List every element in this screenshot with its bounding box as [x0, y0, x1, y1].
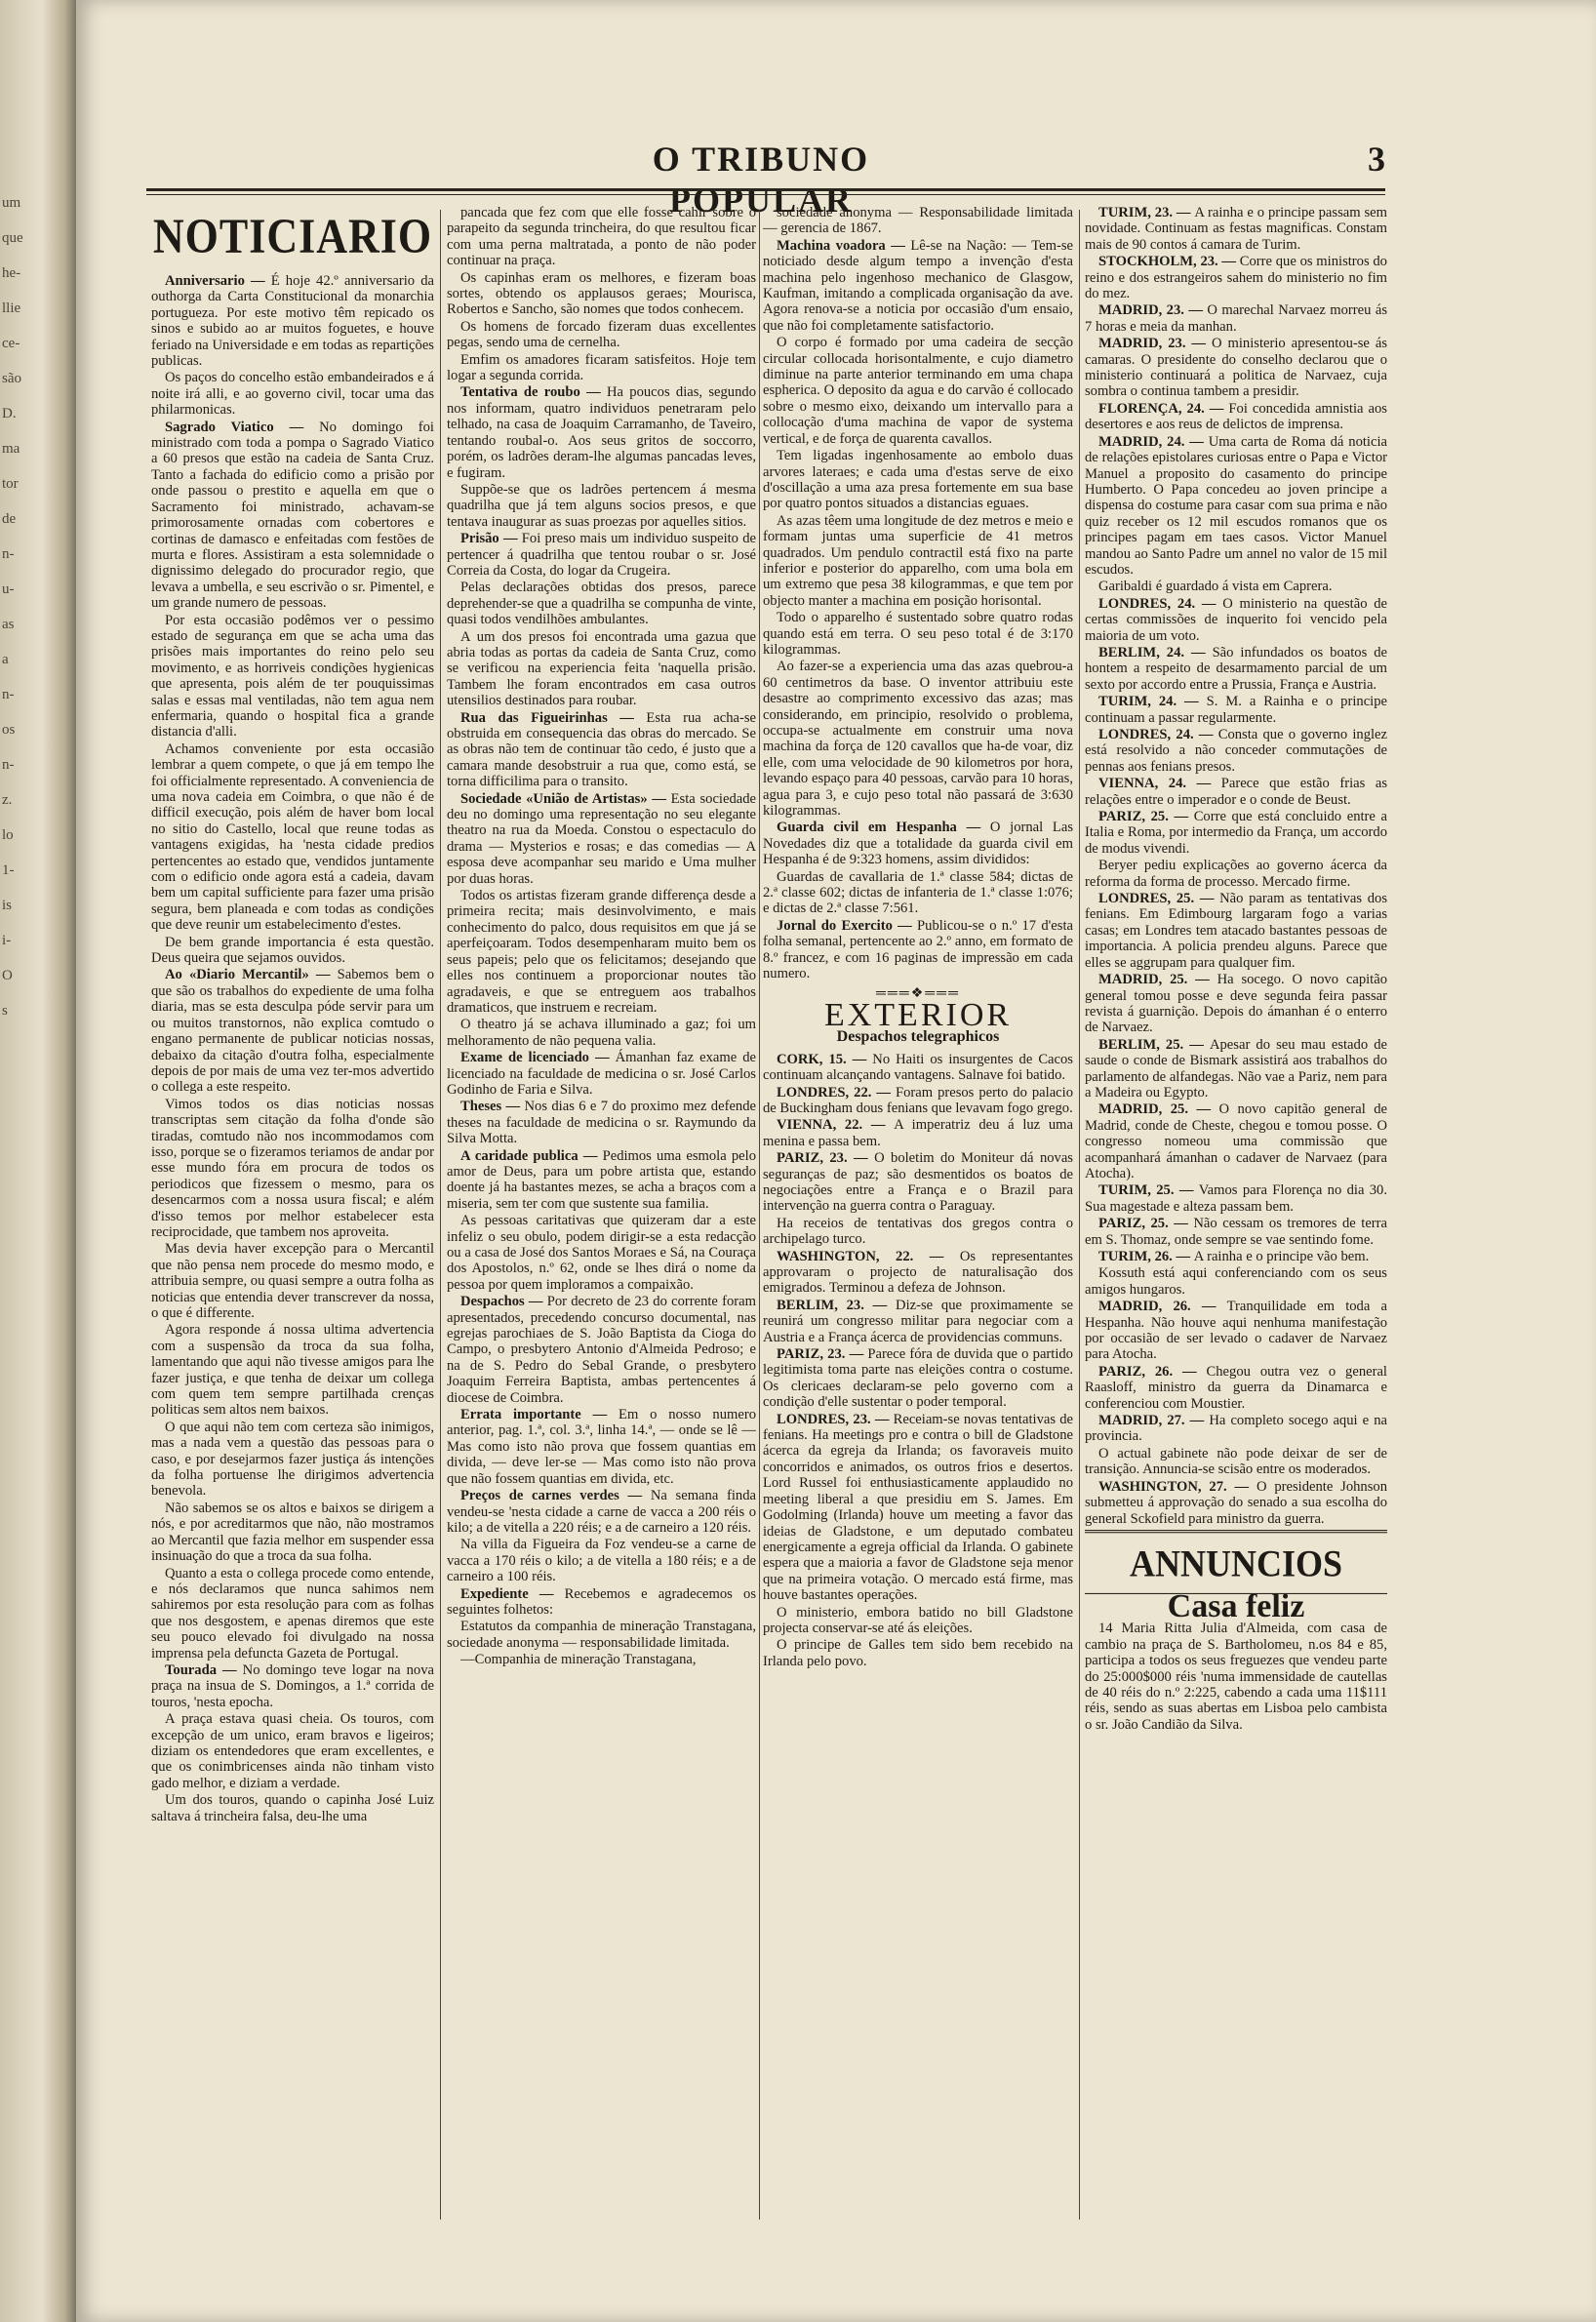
section-heading-exterior: EXTERIOR [823, 996, 1013, 1033]
articles-col3 [763, 205, 1073, 982]
spine-text-fragment: as [2, 617, 15, 632]
spine-text-fragment: um [2, 195, 21, 211]
telegram-item: LONDRES, 25. — Não param as tentativas dos fenians. Em Edimbourg largaram fogo a varias casas; em Londres tem atacado bastantes pessoas de importancia. A policia prendeu alguns. Parece que elles se aggrupam para qualquer fim. [1085, 891, 1387, 971]
spine-text-fragment: s [2, 1003, 8, 1019]
article-paragraph: Não sabemos se os altos e baixos se dirigem a nós, e por acreditarmos que não, não mostramos ao Mercantil que fazia melhor em suspender essa insinuação do que a troca da sua folha. [151, 1500, 434, 1565]
telegrams-list-cont [1085, 205, 1387, 1527]
article-paragraph: Errata importante — Em o nosso numero anterior, pag. 1.ª, col. 3.ª, linha 14.ª, — onde se lê — Mas como isto não prova que fossem quantias em divida, — deve ler-se — Mas como isto não prova que não fossem quantias em divida, etc. [447, 1407, 756, 1487]
telegram-item: Beryer pediu explicações ao governo ácerca da reforma da forma de processo. Mercado firme. [1085, 858, 1387, 890]
article-paragraph: Mas devia haver excepção para o Mercantil que não pensa nem procede do mesmo modo, e attribuia sempre, ou quasi sempre a outra folha as noticias que entendia dever transcrever da nossa, o que é differente. [151, 1241, 434, 1321]
article-paragraph: A um dos presos foi encontrada uma gazua que abria todas as portas da cadeia de Santa Cruz, como se verificou na experiencia feita 'naquella prisão. Tambem lhe foram encontrados em casa outros utensilios destinados para roubar. [447, 628, 756, 709]
article-paragraph: Suppõe-se que os ladrões pertencem á mesma quadrilha que já tem alguns socios presos, e que tentava inaugurar as suas proezas por aquelles sitios. [447, 481, 756, 530]
telegram-item: Garibaldi é guardado á vista em Caprera. [1098, 579, 1333, 595]
article-paragraph: Anniversario — É hoje 42.º anniversario da outhorga da Carta Constitucional da monarchia portugueza. Por este motivo têm repicado os sinos e subido ao ar muitos foguetes, e houve feriado na Universidade e em todas as repartições publicas. [151, 273, 434, 370]
article-paragraph: O corpo é formado por uma cadeira de secção circular collocada horisontalmente, e cujo diametro diminue na parte anterior terminando em uma chapa espherica. O deposito da agua e do carvão é collocado sobre o mesmo eixo, deixando um intervallo para a collocação d'uma machina de vapor de systema vertical, e de força de quarenta cavallos. [763, 335, 1073, 447]
telegram-item: PARIZ, 23. — O boletim do Moniteur dá novas seguranças de paz; são desmentidos os boatos de negociações entre a França e o Brazil para intervenção na guerra contra o Paraguay. [763, 1150, 1073, 1215]
telegram-item: TURIM, 24. — S. M. a Rainha e o principe continuam a passar regularmente. [1085, 694, 1387, 726]
spine-text-fragment: z. [2, 792, 13, 808]
spine-text-fragment: u- [2, 581, 15, 597]
telegram-item: BERLIM, 25. — Apesar do seu mau estado de saude o conde de Bismark assistirá aos trabalhos do parlamento de alfandegas. Não vae a Pariz, nem para a Madeira ou Egypto. [1085, 1036, 1387, 1101]
spine-text-fragment: ce- [2, 336, 20, 351]
article-paragraph: Ao «Diario Mercantil» — Sabemos bem o que são os trabalhos do expediente de uma folha diaria, mas se esta desculpa póde servir para um ou muitos transtornos, não explica comtudo o engano permanente de publicar noticias nossas, debaixo da citação d'outra folha, especialmente depois de por mais de uma vez ter-mos advertido o collega a este respeito. [151, 967, 434, 1096]
column-2 [447, 205, 756, 2224]
spine-text-fragment: de [2, 511, 17, 527]
article-paragraph: Por esta occasião podêmos ver o pessimo estado de segurança em que se acha uma das prisões mais importantes do reino pelo seu movimento, e as horriveis condições hygienicas que apresenta, pois além de ter pouquissimas salas e essas mal ventiladas, não tem agua nem enfermaria, quando o hospital fica a grande distancia d'alli. [151, 612, 434, 741]
spine-text-fragment: n- [2, 757, 15, 773]
telegram-item: LONDRES, 24. — Consta que o governo inglez está resolvido a não conceder commutações de pennas aos fenians presos. [1085, 727, 1387, 775]
article-paragraph: Os paços do concelho estão embandeirados e á noite irá alli, e ao governo civil, tocar uma das philarmonicas. [151, 370, 434, 419]
telegram-item: MADRID, 23. — O marechal Narvaez morreu ás 7 horas e meia da manhan. [1085, 302, 1387, 335]
column-3 [763, 205, 1073, 2224]
section-heading-annuncios: ANNUNCIOS [1085, 1530, 1387, 1594]
telegram-item: LONDRES, 24. — O ministerio na questão de certas commissões de inquerito foi vencido pela maioria de um voto. [1085, 595, 1387, 644]
telegram-item: WASHINGTON, 22. — Os representantes approvaram o projecto de naturalisação dos emigrados. Terminou a defeza de Johnson. [763, 1248, 1073, 1297]
article-paragraph: A praça estava quasi cheia. Os touros, com excepção de um unico, eram bravos e ligeiros; diziam os entendedores que eram excellentes, e que os conimbricenses ainda não tinham visto gado melhor, e diziam a verdade. [151, 1711, 434, 1791]
spine-text-fragment: n- [2, 687, 15, 702]
telegram-item: PARIZ, 26. — Chegou outra vez o general Raasloff, ministro da guerra da Dinamarca e conferenciou com Moustier. [1085, 1363, 1387, 1412]
article-paragraph: Vimos todos os dias noticias nossas transcriptas sem citação da folha d'onde são tiradas, comtudo não nos incommodamos com isso, porque se o fizeramos teriamos de andar por esse mundo fóra em procura de todos os periodicos que fizessem o mesmo, para os desencarmos com a nossa usura fiscal; e além d'isso temos por melhor estabelecer esta reciprocidade, que tambem nos aproveita. [151, 1096, 434, 1240]
spine-text-fragment: D. [2, 406, 17, 421]
article-paragraph: Rua das Figueirinhas — Esta rua acha-se obstruida em consequencia das obras do mercado. Se as obras não tem de continuar tão cedo, é justo que a camara mande desobstruir a rua que, como está, se torna difficilima para o transito. [447, 709, 756, 790]
telegram-item: Kossuth está aqui conferenciando com os seus amigos hungaros. [1085, 1265, 1387, 1298]
spine-text-fragment: n- [2, 546, 15, 562]
article-paragraph: A caridade publica — Pedimos uma esmola pelo amor de Deus, para um pobre artista que, estando doente já ha bastantes mezes, se acha a braços com a miseria, sem ter com que sustente sua familia. [447, 1147, 756, 1212]
telegram-item: BERLIM, 24. — São infundados os boatos de hontem a respeito de desarmamento parcial de um sexto por accordo entre a Prussia, França e Austria. [1085, 644, 1387, 693]
ad-title: Casa feliz [1167, 1587, 1305, 1624]
telegram-item: TURIM, 26. — A rainha e o principe vão bem. [1098, 1249, 1370, 1264]
spine-text-fragment: llie [2, 300, 21, 316]
article-paragraph: Prisão — Foi preso mais um individuo suspeito de pertencer á quadrilha que tentou roubar o sr. José Correia da Costa, do logar da Crugeira. [447, 531, 756, 579]
column-divider [440, 210, 441, 2220]
article-paragraph: pancada que fez com que elle fosse cahir sobre o parapeito da segunda trincheira, do que resultou ficar com uma perna maltratada, a ponto de não poder continuar na praça. [447, 205, 756, 269]
article-paragraph: Tem ligadas ingenhosamente ao embolo duas arvores lateraes; e cada uma d'estas serve de eixo d'oscillação a uma aza presa fortemente em sua base por quatro pontos situados a distancias eguaes. [763, 448, 1073, 512]
telegram-item: MADRID, 25. — O novo capitão general de Madrid, conde de Cheste, chegou e tomou posse. O congresso nomeou uma commissão que acompanhará ámanhan o cadaver de Narvaez (para Atocha). [1085, 1101, 1387, 1181]
telegram-item: MADRID, 27. — Ha completo socego aqui e na provincia. [1085, 1413, 1387, 1445]
article-paragraph: Todo o apparelho é sustentado sobre quatro rodas quando está em terra. O seu peso total é de 3:170 kilogrammas. [763, 610, 1073, 658]
ad-text: 14 Maria Ritta Julia d'Almeida, com casa de cambio na praça de S. Bartholomeu, n.os 84 e 85, participa a todos os seus freguezes que vendeu parte do 25:000$000 réis 'numa immensidade de cautellas de 40 réis do n.º 2:225, cabendo a cada uma 11$111 réis, sendo as suas abertas em Lisboa pelo cambista o sr. João Candião da Silva. [1085, 1621, 1387, 1733]
article-paragraph: Preços de carnes verdes — Na semana finda vendeu-se 'nesta cidade a carne de vacca a 200 réis o kilo; a de vitella a 220 réis; e a de carneiro a 120 réis. [447, 1488, 756, 1536]
spine-text-fragment: ma [2, 441, 20, 457]
telegram-item: FLORENÇA, 24. — Foi concedida amnistia aos desertores e aos reus de delictos de imprensa. [1085, 400, 1387, 433]
spine-text-fragment: 1- [2, 862, 15, 878]
telegram-item: TURIM, 23. — A rainha e o principe passam sem novidade. Continuam as festas magnificas. Constam mais de 90 contos á camara de Turim. [1085, 205, 1387, 253]
article-paragraph: Emfim os amadores ficaram satisfeitos. Hoje tem logar a segunda corrida. [447, 351, 756, 384]
spine-text-fragment: he- [2, 265, 21, 281]
masthead-rule-thin [146, 194, 1385, 195]
telegram-item: O ministerio, embora batido no bill Gladstone projecta conservar-se até ás eleições. [763, 1604, 1073, 1636]
telegram-item: BERLIM, 23. — Diz-se que proximamente se reunirá um congresso militar para negociar com a Austria e a França ácerca de providencias communs. [763, 1297, 1073, 1345]
article-paragraph: Pelas declarações obtidas dos presos, parece deprehender-se que a quadrilha se compunha de vinte, quasi todos vendilhões ambulantes. [447, 580, 756, 628]
article-paragraph: Um dos touros, quando o capinha José Luiz saltava á trincheira falsa, deu-lhe uma [151, 1792, 434, 1824]
article-paragraph: As pessoas caritativas que quizeram dar a este infeliz o seu obulo, podem dirigir-se a esta redacção ou a casa de José dos Santos Moraes e Sá, na Couraça dos Apostolos, n.º 62, onde se lhes dirá o nome da pessoa por quem imploramos a compaixão. [447, 1213, 756, 1293]
masthead-rule [146, 188, 1385, 191]
telegram-item: MADRID, 26. — Tranquilidade em toda a Hespanha. Não houve aqui nenhuma manifestação por occasião de ser levado o cadaver de Narvaez para Atocha. [1085, 1299, 1387, 1363]
telegram-item: MADRID, 24. — Uma carta de Roma dá noticia de relações epistolares curiosas entre o Papa e Victor Manuel a proposito do casamento do principe Humberto. O Papa concedeu ao joven principe a dispensa do costume para casar com sua prima e não quiz receber os 12 mil escudos romanos que os principes pagam em taes casos. Victor Manuel mandou ao Santo Padre um annel no valor de 15 mil escudos. [1085, 433, 1387, 578]
article-paragraph: As azas têem uma longitude de dez metros e meio e formam juntas uma superficie de 41 metros quadrados. Um pendulo contractil está fixo na parte inferior e posterior do apparelho, com uma bola em um extremo que pesa 38 kilogrammas, e que tem por objecto manter a machina em posição horisontal. [763, 512, 1073, 609]
article-paragraph: Guarda civil em Hespanha — O jornal Las Novedades diz que a totalidade da guarda civil em Hespanha é de 9:323 homens, assim divididos: [763, 820, 1073, 868]
article-paragraph: Jornal do Exercito — Publicou-se o n.º 17 d'esta folha semanal, pertencente ao 2.º anno, em formato de 8.º francez, e com 16 paginas de impressão em cada numero. [763, 917, 1073, 982]
telegram-item: TURIM, 25. — Vamos para Florença no dia 30. Sua magestade e alteza passam bem. [1085, 1182, 1387, 1215]
article-paragraph: —Companhia de mineração Transtagana, [460, 1652, 697, 1668]
article-paragraph: Guardas de cavallaria de 1.ª classe 584; dictas de 2.ª classe 602; dictas de infanteria de 1.ª classe 1:076; e dictas de 2.ª classe 7:561. [763, 868, 1073, 917]
article-paragraph: Exame de licenciado — Ámanhan faz exame de licenciado na faculdade de medicina o sr. José Carlos Godinho de Faria e Silva. [447, 1050, 756, 1098]
spine-text-fragment: a [2, 652, 9, 667]
article-paragraph: Achamos conveniente por esta occasião lembrar a quem compete, o que já em tempo lhe foi officialmente representado. A conveniencia de uma nova cadeia em Coimbra, o que não é de difficil execução, pois além de haver bom local no sitio do Castello, local que reune todas as vantagens exigidas, ha 'nesta cidade predios pertencentes ao estado que, vendidos juntamente com o edificio onde agora está a cadeia, davam bem um capital sufficiente para fazer uma prisão segura, bem planeada e com todas as condições que deve reunir um estabelecimento d'estes. [151, 741, 434, 934]
article-paragraph: Na villa da Figueira da Foz vendeu-se a carne de vacca a 170 réis o kilo; a de vitella a 180 réis; e a de carneiro a 100 réis. [447, 1537, 756, 1585]
telegram-item: CORK, 15. — No Haiti os insurgentes de Cacos continuam alcançando vantagens. Salnave foi batido. [763, 1051, 1073, 1084]
article-paragraph: De bem grande importancia é esta questão. Deus queira que sejamos ouvidos. [151, 934, 434, 967]
spine-text-fragment: O [2, 968, 13, 983]
article-paragraph: Todos os artistas fizeram grande differença desde a primeira recita; mais desinvolvimento, e mais conhecimento do palco, dous requisitos em que já se aperfeiçoaram. Todos desempenharam muito bem os seus papeis; pelo que os felicitamos; desejando que elles nos continuem a proporcionar noutes tão agradaveis, e que se entreguem aos trabalhos dramaticos, que instruem e recreiam. [447, 888, 756, 1016]
article-paragraph: Os capinhas eram os melhores, e fizeram boas sortes, obtendo os applausos geraes; Mourisca, Robertos e Sancho, são nomes que todos conhecem. [447, 269, 756, 318]
article-paragraph: Agora responde á nossa ultima advertencia com a suspensão da troca da sua folha, lamentando que aqui não tivesse amigos para lhe fazer justiça, e que tenha de deixar um collega com quem tem sempre partilhada crenças politicas sem altos nem baixos. [151, 1322, 434, 1419]
ornament-divider: ═══❖═══ [875, 985, 961, 1001]
telegram-item: O actual gabinete não pode deixar de ser de transição. Annuncia-se scisão entre os moderados. [1085, 1445, 1387, 1478]
article-paragraph: Theses — Nos dias 6 e 7 do proximo mez defende theses na faculdade de medicina o sr. Raymundo da Silva Motta. [447, 1099, 756, 1147]
subheading-telegrams: Despachos telegraphicos [836, 1028, 1000, 1046]
spine-text-fragment: i- [2, 933, 12, 948]
article-paragraph: O theatro já se achava illuminado a gaz; foi um melhoramento de não pequena valia. [447, 1017, 756, 1049]
article-paragraph: sociedade anonyma — Responsabilidade limitada — gerencia de 1867. [763, 205, 1073, 237]
telegram-item: MADRID, 25. — Ha socego. O novo capitão general tomou posse e deve segunda feira passar revista á guarnição. Depois do ámanhan é o enterro de Narvaez. [1085, 972, 1387, 1036]
article-paragraph: Ao fazer-se a experiencia uma das azas quebrou-a 60 centimetros da base. O inventor attribuiu este desastre ao comprimento excessivo das azas; mas considerando, em principio, resolvido o problema, occupa-se actualmente em construir uma nova machina da força de 120 cavallos que ha-de voar, diz elle, com uma velocidade de 90 kilometros por hora, levando espaço para 40 pessoas, carvão para 10 horas, agua para 3, e cujo peso total não passará de 3:630 kilogrammas. [763, 659, 1073, 820]
telegram-item: PARIZ, 23. — Parece fóra de duvida que o partido legitimista toma parte nas eleições contra o costume. Os clericaes declaram-se pelo governo com a condição d'elle sustentar o poder temporal. [763, 1346, 1073, 1411]
noticiario-articles-cont [447, 205, 756, 1668]
telegram-item: O principe de Galles tem sido bem recebido na Irlanda pelo povo. [763, 1637, 1073, 1669]
article-paragraph: Tourada — No domingo teve logar na nova praça na insua de S. Domingos, a 1.ª corrida de touros, 'nesta epocha. [151, 1661, 434, 1710]
telegram-item: STOCKHOLM, 23. — Corre que os ministros do reino e dos estrangeiros sahem do ministerio no fim do mez. [1085, 254, 1387, 302]
column-divider [759, 210, 760, 2220]
telegram-item: WASHINGTON, 27. — O presidente Johnson submetteu á approvação do senado a sua escolha do general Sckofield para ministro da guerra. [1085, 1478, 1387, 1527]
telegram-item: LONDRES, 22. — Foram presos perto do palacio de Buckingham dous fenians que levavam fogo grego. [763, 1084, 1073, 1116]
spine-text-fragment: is [2, 898, 13, 913]
column-4 [1085, 205, 1387, 2224]
article-paragraph: Tentativa de roubo — Ha poucos dias, segundo nos informam, quatro individuos penetraram pelo telhado, na casa de Joaquim Carramanho, de Taveiro, tentando roubal-o. Aos seus gritos de soccorro, porém, os ladrões deram-lhe algumas pancadas leves, e fugiram. [447, 384, 756, 481]
section-heading-noticiario: NOTICIARIO [152, 209, 433, 264]
telegram-item: MADRID, 23. — O ministerio apresentou-se ás camaras. O presidente do conselho declarou que o ministerio continuará a politica de Narvaez, cuja sombra o continua tambem a presidir. [1085, 336, 1387, 400]
telegram-item: Ha receios de tentativas dos gregos contra o archipelago turco. [763, 1215, 1073, 1248]
article-paragraph: Sagrado Viatico — No domingo foi ministrado com toda a pompa o Sagrado Viatico a 60 presos que estão na cadeia de Santa Cruz. Tanto a fachada do edificio como a prisão por onde passou o prestito e aquella em que o Sacramento foi ministrado, achavam-se primorosamente ornadas com cobertores e cortinas de damasco e enfeitadas com festões de murta e flores. Assistiram a esta solemnidade o dignissimo delegado do procurador regio, que levava a umbella, e seu escrivão o sr. Pimentel, e um grande numero de pessoas. [151, 419, 434, 612]
spine-text-fragment: que [2, 230, 23, 246]
telegram-item: VIENNA, 22. — A imperatriz deu á luz uma menina e passa bem. [763, 1117, 1073, 1149]
page-number: 3 [1368, 140, 1385, 179]
telegrams-list [763, 1052, 1073, 1669]
telegram-item: PARIZ, 25. — Não cessam os tremores de terra em S. Thomaz, onde sempre se vae sentindo fome. [1085, 1216, 1387, 1248]
article-paragraph: Quanto a esta o collega procede como entende, e nós declaramos que nunca sahimos nem sahiremos por esta resolução para com as folhas que nos desgostem, e apenas diremos que este seu pouco elevado foi divulgado na nossa imprensa pela defuncta Gazeta de Portugal. [151, 1565, 434, 1661]
spine-text-fragment: lo [2, 827, 14, 843]
noticiario-articles [151, 273, 434, 1824]
spine-text-fragment: tor [2, 476, 19, 492]
telegram-item: PARIZ, 25. — Corre que está concluido entre a Italia e Roma, por intermedio da França, um accordo de modus vivendi. [1085, 809, 1387, 857]
masthead [146, 139, 1385, 220]
article-paragraph: O que aqui não tem com certeza são inimigos, mas a nada vem a questão das pessoas para o caso, e por desejarmos fazer justiça ás intenções da folha portuense lhe dirigimos advertencia benevola. [151, 1419, 434, 1500]
article-paragraph: Expediente — Recebemos e agradecemos os seguintes folhetos: [447, 1585, 756, 1618]
article-paragraph: Machina voadora — Lê-se na Nação: — Tem-se noticiado desde algum tempo a invenção d'esta machina pelo ingenhoso mechanico de Glasgow, Kaufman, imitando a complicada organisação da ave. Agora renova-se a noticia por occasião d'um ensaio, que não foi completamente satisfactorio. [763, 237, 1073, 334]
article-paragraph: Os homens de forcado fizeram duas excellentes pegas, sendo uma de cernelha. [447, 318, 756, 351]
article-paragraph: Estatutos da companhia de mineração Transtagana, sociedade anonyma — responsabilidade limitada. [447, 1619, 756, 1651]
column-1 [151, 205, 434, 2224]
spine-text-fragment: são [2, 371, 21, 386]
article-paragraph: Despachos — Por decreto de 23 do corrente foram apresentados, precedendo concurso documental, nas egrejas parochiaes de S. João Baptista da Cioga do Campo, o presbytero Antonio d'Almeida Pedroso; e na de S. Pedro do Sebal Grande, o presbytero Joaquim Ferreira Baptista, ambas pertencentes á diocese de Coimbra. [447, 1294, 756, 1406]
telegram-item: LONDRES, 23. — Receiam-se novas tentativas de fenians. Ha meetings pro e contra o bill de Gladstone ácerca da egreja da Irlanda; os favoraveis muito concorridos e animados, os outros frios e desertos. Lord Russel foi enthusiasticamente applaudido no meeting liberal a que presidiu em S. James. Em Godolming (Irlanda) houve um meeting a favor das ideias de Gladstone, e um deputado combateu energicamente a egreja official da Irlanda. O gabinete espera que a maioria a favor de Gladstone seja menor que na primeira votação. O mercado está firme, mas houve bastantes operações. [763, 1411, 1073, 1604]
telegram-item: VIENNA, 24. — Parece que estão frias as relações entre o imperador e o conde de Beust. [1085, 776, 1387, 808]
spine-text-fragment: os [2, 722, 16, 738]
column-divider [1079, 210, 1080, 2220]
article-paragraph: Sociedade «União de Artistas» — Esta sociedade deu no domingo uma representação no seu elegante theatro na rua da Moeda. Constou o espectaculo do drama — Mysterios e rosas; e das comedias — A esposa deve acompanhar seu marido e Uma mulher por duas horas. [447, 790, 756, 887]
newspaper-title: O TRIBUNO POPULAR [652, 140, 870, 220]
adjacent-page-edge [0, 0, 76, 2322]
